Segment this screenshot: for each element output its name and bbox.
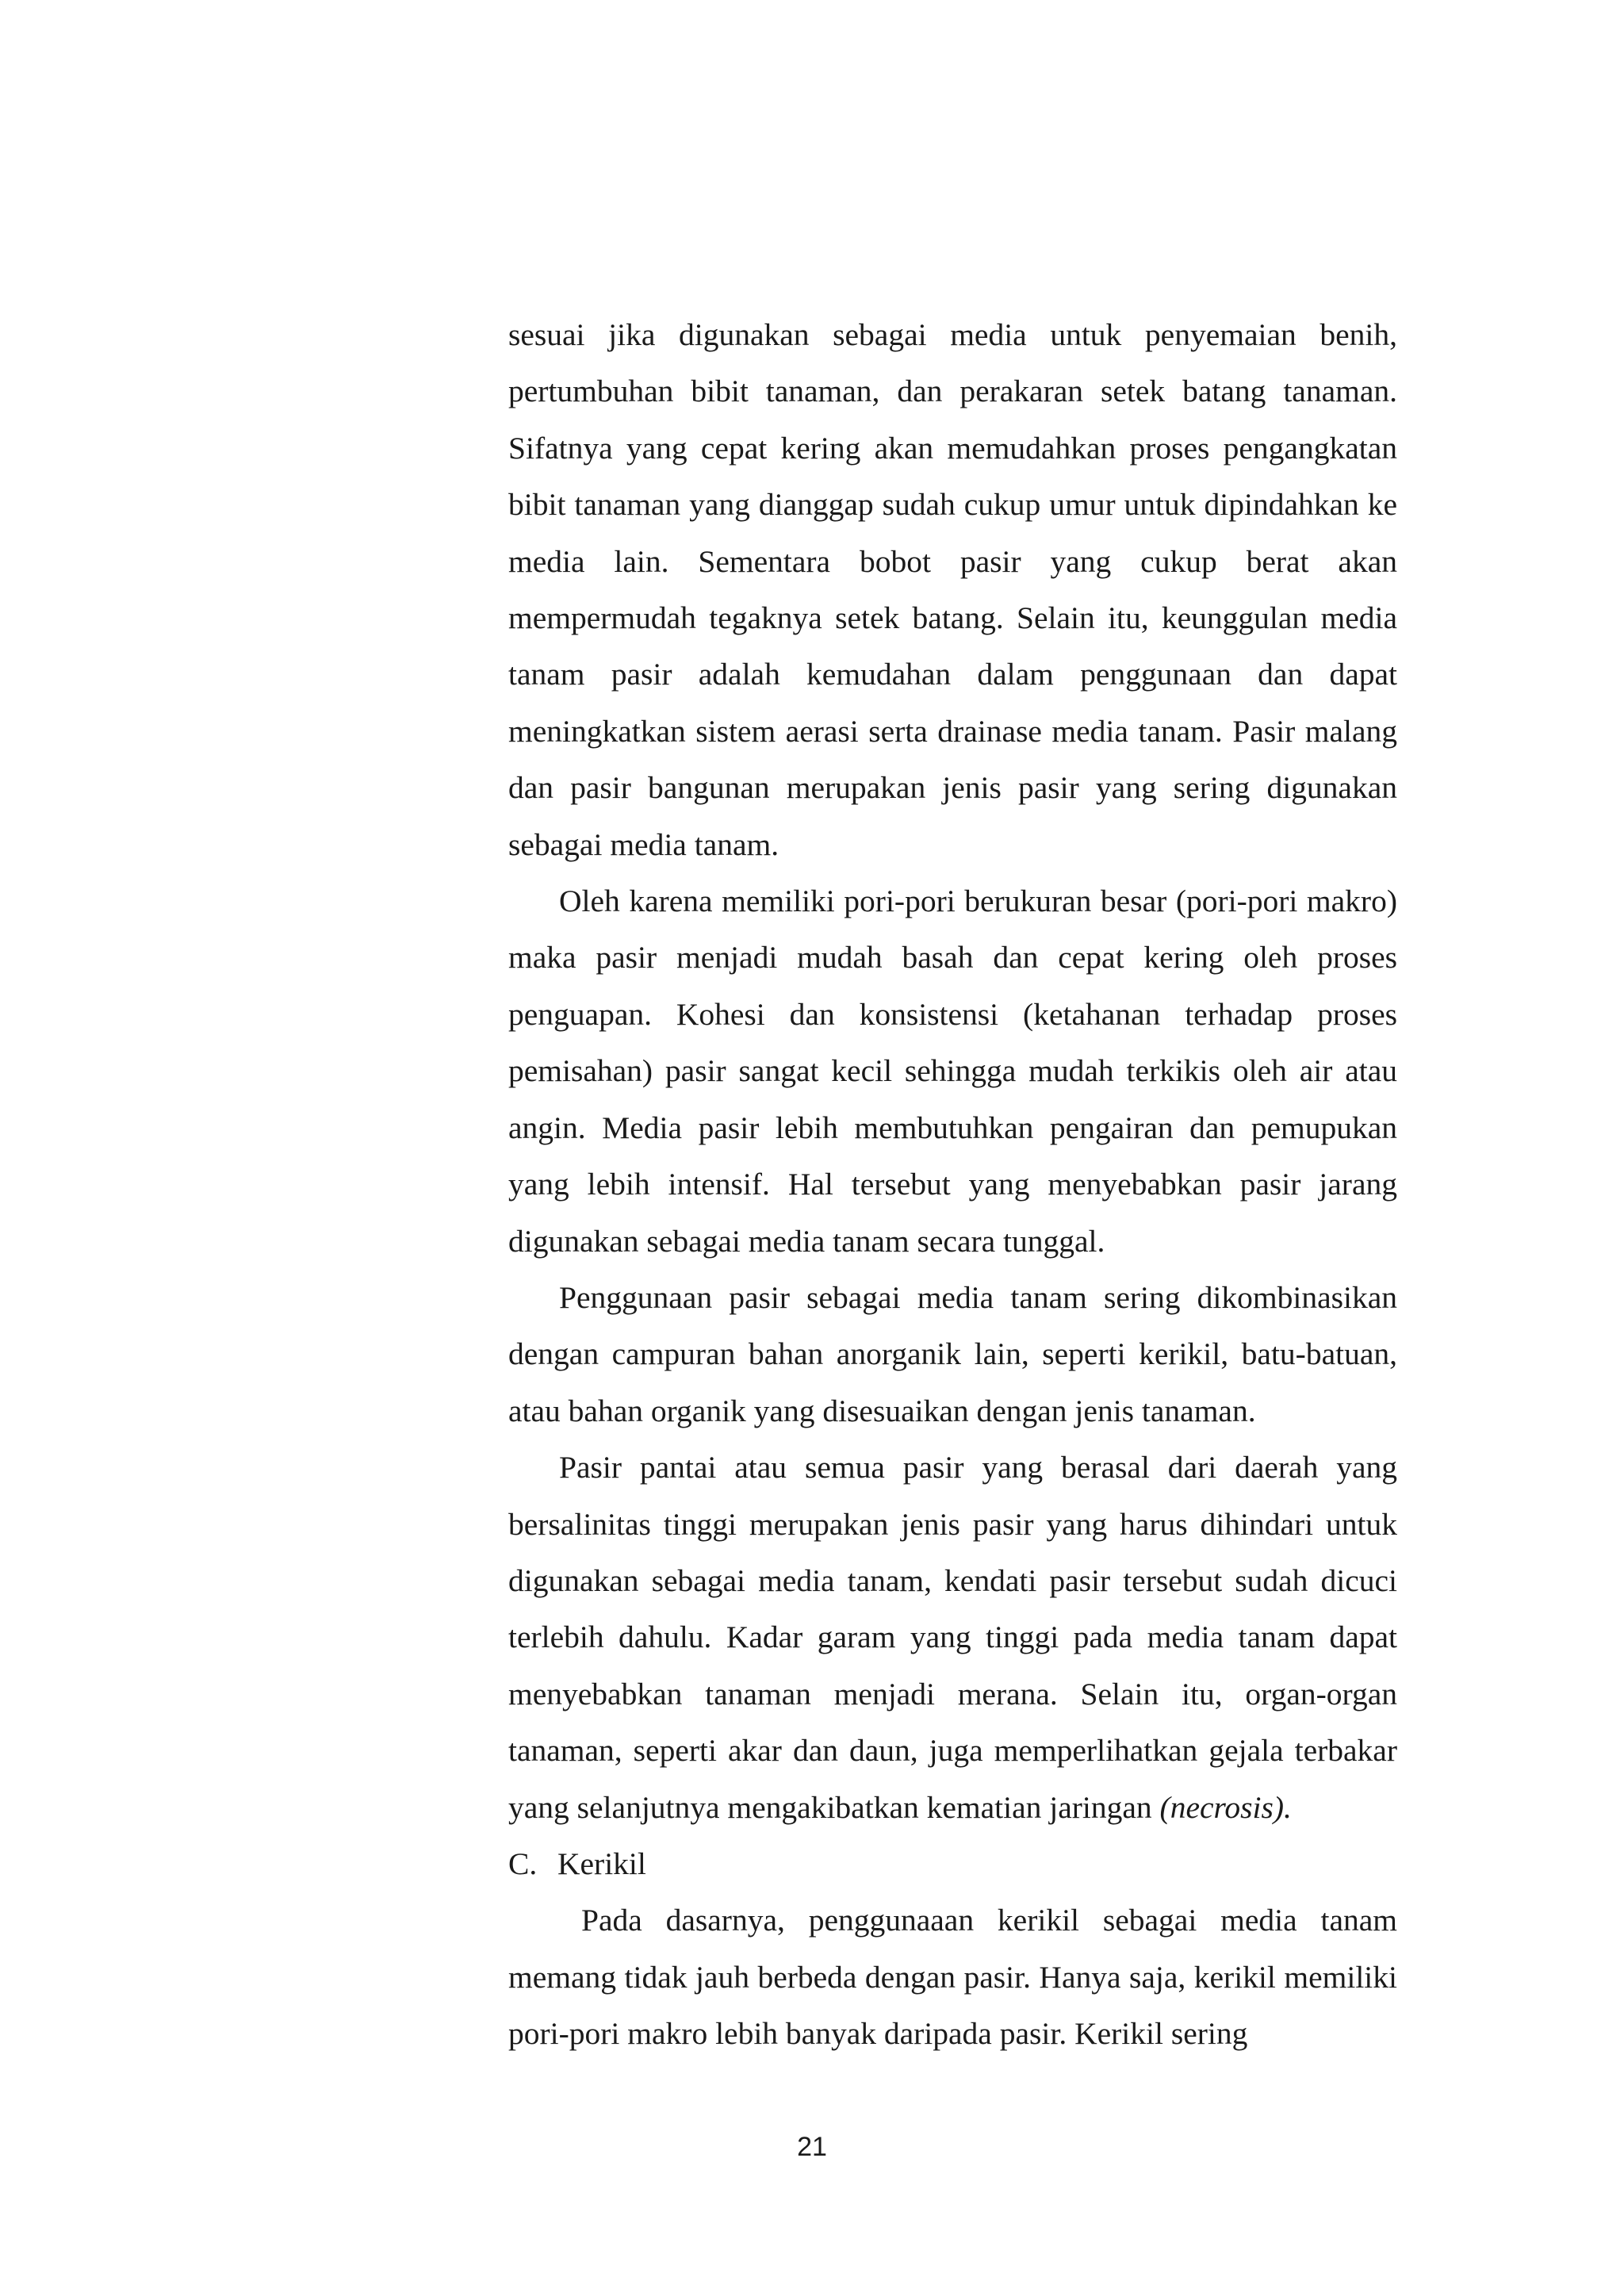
paragraph-3: Penggunaan pasir sebagai media tanam sering dikombinasikan dengan campuran bahan anorganik lain, seperti kerikil, batu-batuan, atau bahan organik yang disesuaikan dengan jenis tanaman. <box>508 1279 1397 1428</box>
paragraph-4-text: Pasir pantai atau semua pasir yang berasal dari daerah yang bersalinitas tinggi merupakan jenis pasir yang harus dihindari untuk digunakan sebagai media tanam, kendati pasir tersebut sudah dicuci terlebih dahulu. Kadar garam yang tinggi pada media tanam dapat menyebabkan tanaman menjadi merana. Selain itu, organ-organ tanaman, seperti akar dan daun, juga memperlihatkan gejala terbakar yang selanjutnya mengakibatkan kematian jaringan <box>508 1450 1397 1825</box>
section-number: C. <box>508 1846 538 1881</box>
body-text <box>508 307 1397 2063</box>
paragraph-1: sesuai jika digunakan sebagai media untuk penyemaian benih, pertumbuhan bibit tanaman, dan perakaran setek batang tanaman. Sifatnya yang cepat kering akan memudahkan proses pengangkatan bibit tanaman yang dianggap sudah cukup umur untuk dipindahkan ke media lain. Sementara bobot pasir yang cukup berat akan mempermudah tegaknya setek batang. Selain itu, keunggulan media tanam pasir adalah kemudahan dalam penggunaan dan dapat meningkatkan sistem aerasi serta drainase media tanam. Pasir malang dan pasir bangunan merupakan jenis pasir yang sering digunakan sebagai media tanam. <box>508 317 1397 862</box>
section-title: Kerikil <box>557 1846 646 1881</box>
paragraph-4 <box>508 1439 1397 1836</box>
paragraph-2: Oleh karena memiliki pori-pori berukuran besar (pori-pori makro) maka pasir menjadi mudah basah dan cepat kering oleh proses penguapan. Kohesi dan konsistensi (ketahanan terhadap proses pemisahan) pasir sangat kecil sehingga mudah terkikis oleh air atau angin. Media pasir lebih membutuhkan pengairan dan pemupukan yang lebih intensif. Hal tersebut yang menyebabkan pasir jarang digunakan sebagai media tanam secara tunggal. <box>508 884 1397 1259</box>
section-heading <box>508 1836 1397 1892</box>
page-number: 21 <box>797 2132 827 2162</box>
section-paragraph-1: Pada dasarnya, penggunaaan kerikil sebagai media tanam memang tidak jauh berbeda dengan pasir. Hanya saja, kerikil memiliki pori-pori makro lebih banyak daripada pasir. Kerikil sering <box>508 1903 1397 2052</box>
paragraph-4-italic-term: (necrosis). <box>1159 1789 1292 1825</box>
